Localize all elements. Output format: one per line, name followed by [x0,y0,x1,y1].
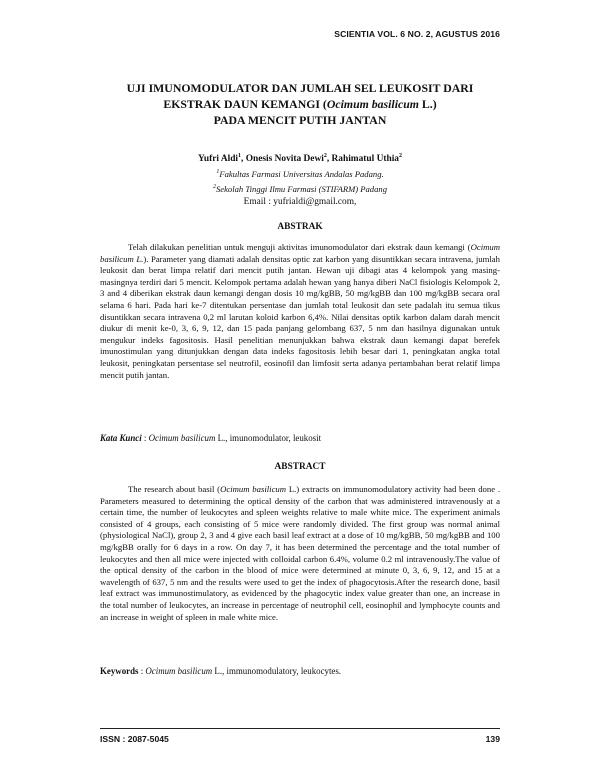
author-1: Yufri Aldi [198,154,239,165]
abstrak-species: Ocimum basilicum L. [100,242,500,264]
author-names: Yufri Aldi$^1$, Onesis Novita Dewi$^2$, Rahimatul Uthia$^2$ [198,153,402,165]
footer-divider [100,728,500,729]
affiliation-1-text: Fakultas Farmasi Universitas Andalas Padang. [219,168,384,179]
abstract-paragraph [100,484,500,623]
keywords-label: Keywords [100,666,139,676]
kata-kunci-rest: L., imunomodulator, leukosit [215,433,322,443]
abstrak-paragraph [100,242,500,381]
affiliation-1-sup: 1 [216,169,220,176]
abstract-text-1: The research about basil ( [128,484,221,494]
keywords-species: Ocimum basilicum [145,666,213,676]
affiliation-2-sup: 2 [213,183,216,190]
keywords-rest: L., immunomodulatory, leukocytes. [212,666,342,676]
kata-kunci-label: Kata Kunci [100,433,142,443]
title-line-2 [95,96,505,112]
keywords-sep: : [138,666,146,676]
title-species: Ocimum basilicum [326,97,419,111]
author-email: Email : yufrialdi@gmail.com, [243,196,357,207]
journal-header: SCIENTIA VOL. 6 NO. 2, AGUSTUS 2016 [334,29,500,39]
affiliation-1 [100,166,500,181]
abstract-text-2: L.) extracts on immunomodulatory activity had been done . Parameters measured to determining the optical density of the carbon that was administered intravenously at a certain time, the number of leukocytes and spleen weights relative to male white mice. The experiment animals consisted of 4 groups, each consisting of 5 mice were randomly divided. The first group was normal animal (physiological NaCl), group 2, 3 and 4 give each basil leaf extract at a dose of 10 mg/kgBB, 50 mg/kgBB and 100 mg/kgBB orally for 6 days in a row. On day 7, it has been determined the percentage and the total number of leukocytes and then all mice were injected with colloidal carbon 6.4%, volume 0.2 ml intravenously.The value of the optical density of the carbon in the blood of mice were determined at minute 0, 3, 6, 9, 12, and 15 at a wavelength of 637, 5 nm and the results were used to get the index of phagocytosis.After the research done, basil leaf extract was immunostimulatory, as evidenced by the phagocytic index value greater than one, an increase in the total number of leukocytes, an increase in percentage of neutrophil cell, eosinophil and lymphocyte counts and an increase in weight of spleen in male white mice. [100,484,501,622]
affiliation-2-text: Sekolah Tinggi Ilmu Farmasi (STIFARM) Padang [216,183,387,194]
keywords [100,665,500,677]
kata-kunci-species: Ocimum basilicum [148,433,216,443]
title-line-3: PADA MENCIT PUTIH JANTAN [213,113,387,127]
affiliation-2 [100,181,500,196]
author-block [100,150,500,209]
page-number: 139 [485,734,500,744]
author-1-sup: 1 [238,153,242,159]
abstract-heading: ABSTRACT [274,462,326,472]
abstrak-heading: ABSTRAK [277,222,323,232]
title-line-2-post: L.) [418,97,437,111]
author-3-sup: 2 [399,153,402,159]
abstrak-text-2: ). Parameter yang diamati adalah densitas optic zat karbon yang disuntikkan secara intravena, jumlah leukosit dan berat limpa relatif dari mencit putih jantan. Hewan uji dibagi atas 4 kelompok yang masing-masingnya terdiri dari 5 mencit. Kelompok pertama adalah hewan yang hanya diberi NaCl fisiologis Kelompok 2, 3 and 4 diberikan ekstrak daun kemangi dengan dosis 10 mg/kgBB, 50 mg/kgBB dan 100 mg/kgBB secara oral selama 6 hari. Pada hari ke-7 ditentukan persentase dan jumlah total leukosit dan sete padalah itu semua tikus disuntikkan secara intravena 0,2 ml larutan koloid karbon 6,4%. Nilai densitas optik karbon dalam darah mencit diukur di menit ke-0, 3, 6, 9, 12, dan 15 pada panjang gelombang 637, 5 nm dan hasilnya digunakan untuk mengukur indeks fagositosis. Hasil penelitian menunjukkan bahwa ekstrak daun kemangi dapat berefek imunostimulan yang ditunjukkan dengan data indeks fagositosis lebih besar dari 1, peningkatan angka total leukosit, peningkatan persentase sel neutrofil, eosinofil dan limfosit serta adanya pertambahan berat relatif limpa mencit putih jantan. [100,253,500,380]
paper-title [95,80,505,128]
footer-issn: ISSN : 2087-5045 [100,734,169,744]
title-line-1: UJI IMUNOMODULATOR DAN JUMLAH SEL LEUKOSIT DARI [126,81,474,95]
abstrak-text-1: Telah dilakukan penelitian untuk menguji aktivitas imunomodulator dari ekstrak daun kemangi ( [128,242,471,252]
kata-kunci-sep: : [141,433,149,443]
title-line-2-pre: EKSTRAK DAUN KEMANGI ( [163,97,327,111]
abstract-species: Ocimum basilicum [220,484,287,494]
kata-kunci [100,432,500,444]
author-2-sup: 2 [323,153,327,159]
author-2: Onesis Novita Dewi [245,154,324,165]
author-3: Rahimatul Uthia [331,154,399,165]
